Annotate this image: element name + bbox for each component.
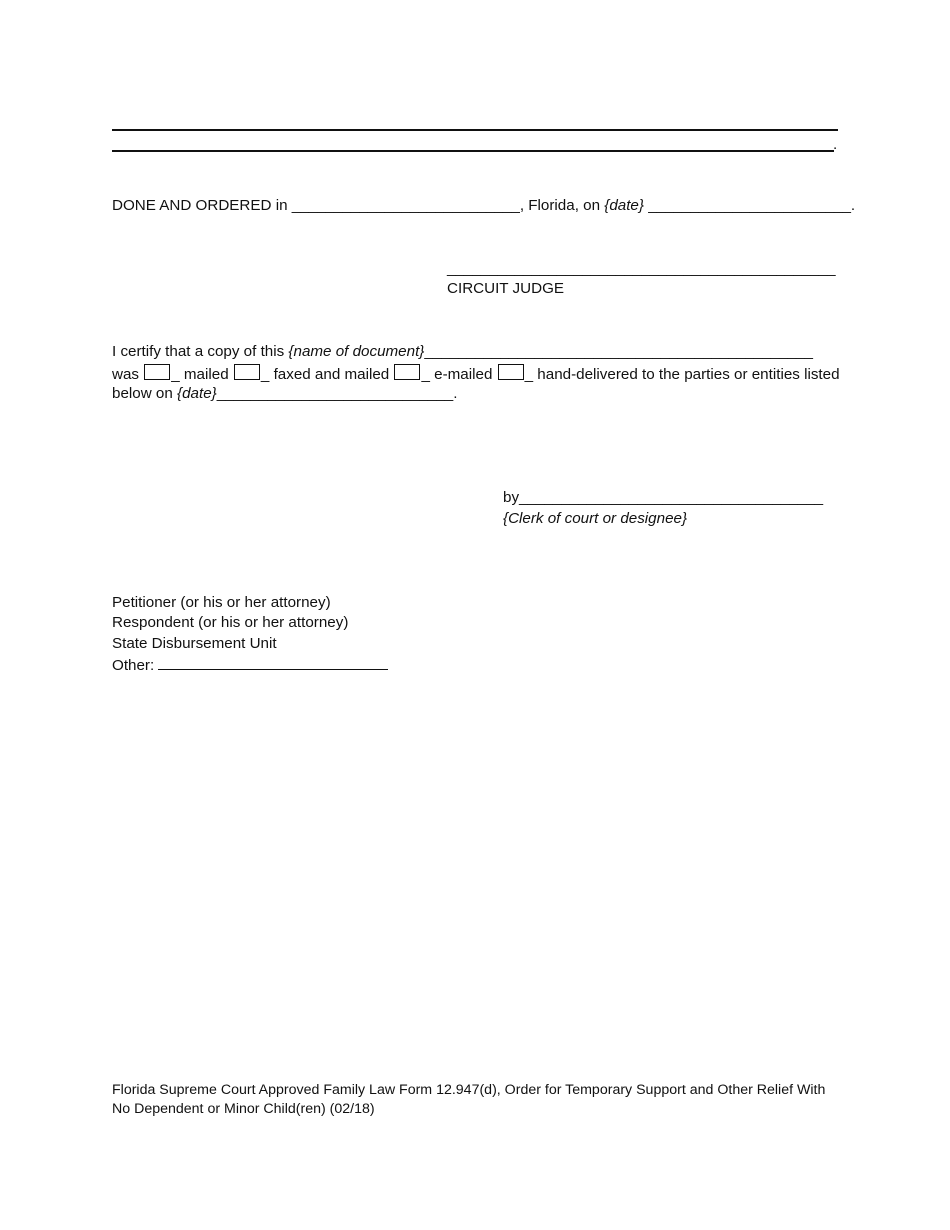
certify-line-1 [112,343,813,360]
top-rule-period: . [833,136,838,153]
hand-delivered-checkbox[interactable] [498,364,524,380]
recipient-petitioner: Petitioner (or his or her attorney) [112,594,331,611]
florida-on-text: , Florida, on [519,197,605,214]
top-rule-1 [112,129,838,131]
was-text: was [112,366,144,383]
other-label: Other: [112,657,159,674]
other-blank[interactable] [158,655,388,670]
document-name-blank[interactable]: ______________________________________________ [424,343,813,360]
faxed-mailed-checkbox[interactable] [234,364,260,380]
certify-prefix: I certify that a copy of this [112,343,289,360]
done-ordered-line [112,197,855,214]
location-blank[interactable]: ___________________________ [291,197,520,214]
date-label: {date} [604,197,644,214]
circuit-judge-label: CIRCUIT JUDGE [447,280,565,297]
done-ordered-prefix: DONE AND ORDERED in [112,197,292,214]
judge-signature-line[interactable]: ______________________________________________ [447,260,836,277]
clerk-designee-label: {Clerk of court or designee} [503,510,688,527]
option-emailed: e-mailed [434,366,493,383]
mailed-checkbox[interactable] [144,364,170,380]
option-mailed: mailed [183,366,229,383]
option-hand-delivered: hand-delivered to the parties or entities listed [537,366,840,383]
certify-line-2: was _ mailed _ faxed and mailed _ e-mailed _ hand-delivered to the parties or entities listed [112,366,840,383]
emailed-checkbox[interactable] [394,364,420,380]
recipient-other [112,655,388,674]
top-rule-2 [112,150,834,152]
option-faxed-mailed: faxed and mailed [273,366,390,383]
clerk-signature-blank[interactable]: ____________________________________ [519,489,824,506]
clerk-label [503,510,687,527]
form-footer: Florida Supreme Court Approved Family Law Form 12.947(d), Order for Temporary Support and Other Relief With No Dependent or Minor Child(ren) (02/18) [112,1082,826,1117]
certify-line-3 [112,385,457,402]
document-name-label: {name of document} [288,343,425,360]
below-on-text: below on [112,385,178,402]
by-label: by [503,489,520,506]
order-date-blank[interactable]: ________________________. [643,197,856,214]
recipient-sdu: State Disbursement Unit [112,635,277,652]
service-date-label: {date} [177,385,217,402]
recipient-respondent: Respondent (or his or her attorney) [112,614,349,631]
service-date-blank[interactable]: ____________________________. [216,385,458,402]
clerk-by-line [503,489,823,506]
